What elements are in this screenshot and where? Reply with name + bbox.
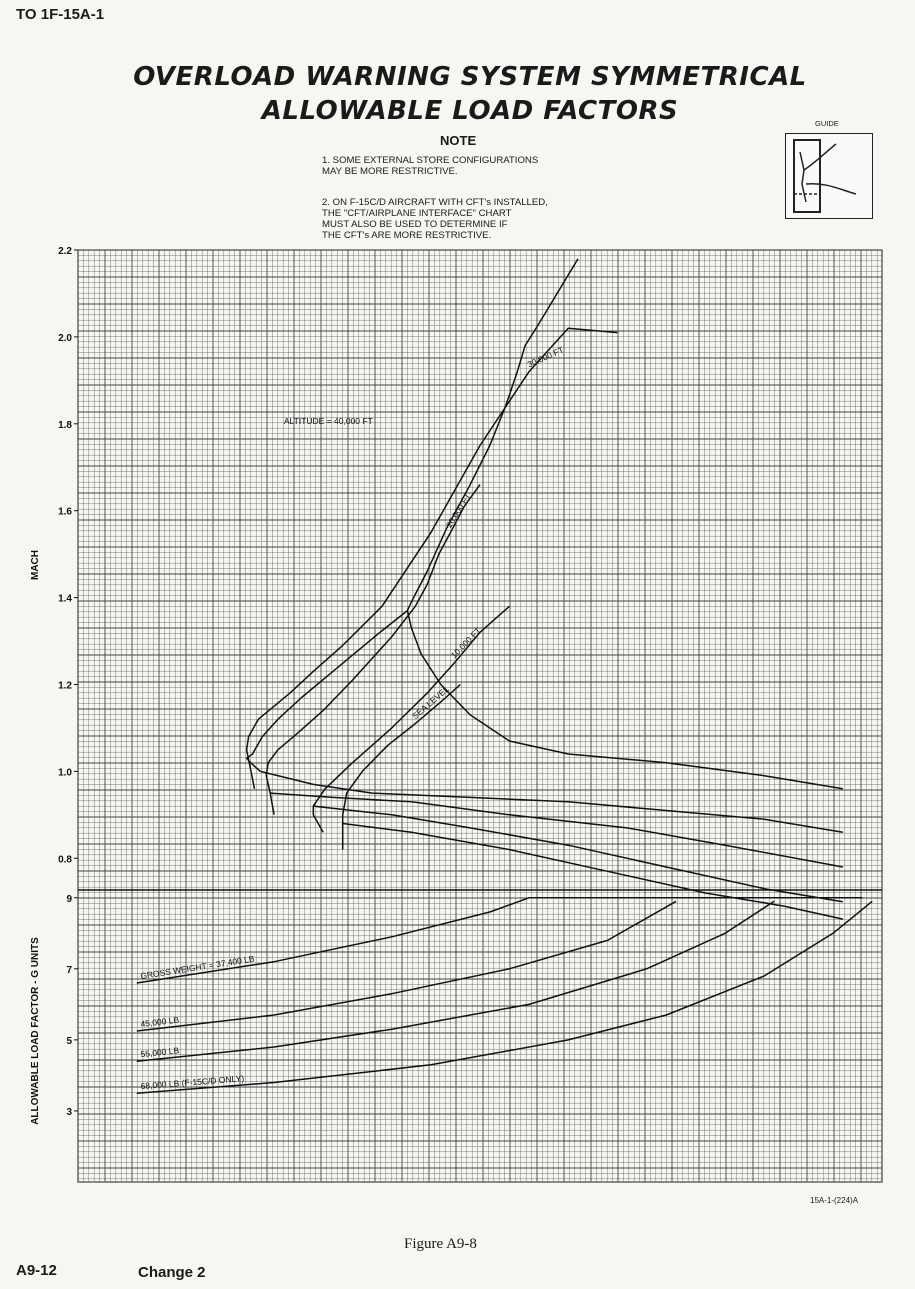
series-label: 10,000 FT xyxy=(448,625,483,661)
guide-label: GUIDE xyxy=(815,119,839,128)
y-tick-label: 1.8 xyxy=(58,419,72,431)
y-tick-label: 2.0 xyxy=(58,332,72,344)
y-tick-label: 1.0 xyxy=(58,767,72,779)
chart-title-line-1: OVERLOAD WARNING SYSTEM SYMMETRICAL xyxy=(133,62,807,92)
change-number: Change 2 xyxy=(138,1264,206,1281)
grid-frame xyxy=(78,250,882,1182)
series-label: 68,000 LB (F-15C/D ONLY) xyxy=(140,1073,245,1092)
series-label: ALTITUDE = 40,000 FT xyxy=(283,415,373,426)
series-label: SEA LEVEL xyxy=(410,683,451,722)
series-label: 30,000 FT xyxy=(525,344,566,370)
y-axis-label: ALLOWABLE LOAD FACTOR - G UNITS xyxy=(30,937,41,1125)
note-item-2: 2. ON F-15C/D AIRCRAFT WITH CFT's INSTALLED, THE "CFT/AIRPLANE INTERFACE" CHART MUST ALSO BE USED TO DETERMINE IF THE CFT's ARE MORE RESTRICTIVE. xyxy=(322,197,548,241)
series-label: GROSS WEIGHT = 37,400 LB xyxy=(139,953,256,982)
note-item-1: 1. SOME EXTERNAL STORE CONFIGURATIONS MAY BE MORE RESTRICTIVE. xyxy=(322,155,539,177)
figure-caption: Figure A9-8 xyxy=(404,1236,477,1252)
series-label: 45,000 LB xyxy=(139,1014,180,1029)
figure-code: 15A-1-(224)A xyxy=(810,1196,859,1205)
page-number: A9-12 xyxy=(16,1262,57,1279)
document-id: TO 1F-15A-1 xyxy=(16,6,105,23)
chart-grid xyxy=(78,250,882,1182)
y-tick-label: 1.6 xyxy=(58,506,72,518)
y-tick-label: 2.2 xyxy=(58,246,72,257)
y-tick-label: 1.4 xyxy=(58,593,72,605)
y-tick-label: 3 xyxy=(66,1106,72,1118)
note-heading: NOTE xyxy=(440,133,477,148)
chart-title-line-2: ALLOWABLE LOAD FACTORS xyxy=(261,96,679,126)
y-axis-label: MACH xyxy=(30,550,41,580)
series-label: 20,000 FT xyxy=(443,491,473,530)
y-tick-label: 9 xyxy=(66,893,72,905)
series-label: 55,000 LB xyxy=(140,1045,180,1060)
y-tick-label: 1.2 xyxy=(58,680,72,692)
y-tick-label: 5 xyxy=(66,1035,72,1047)
y-tick-label: 0.8 xyxy=(58,854,72,866)
y-tick-label: 7 xyxy=(66,964,72,976)
